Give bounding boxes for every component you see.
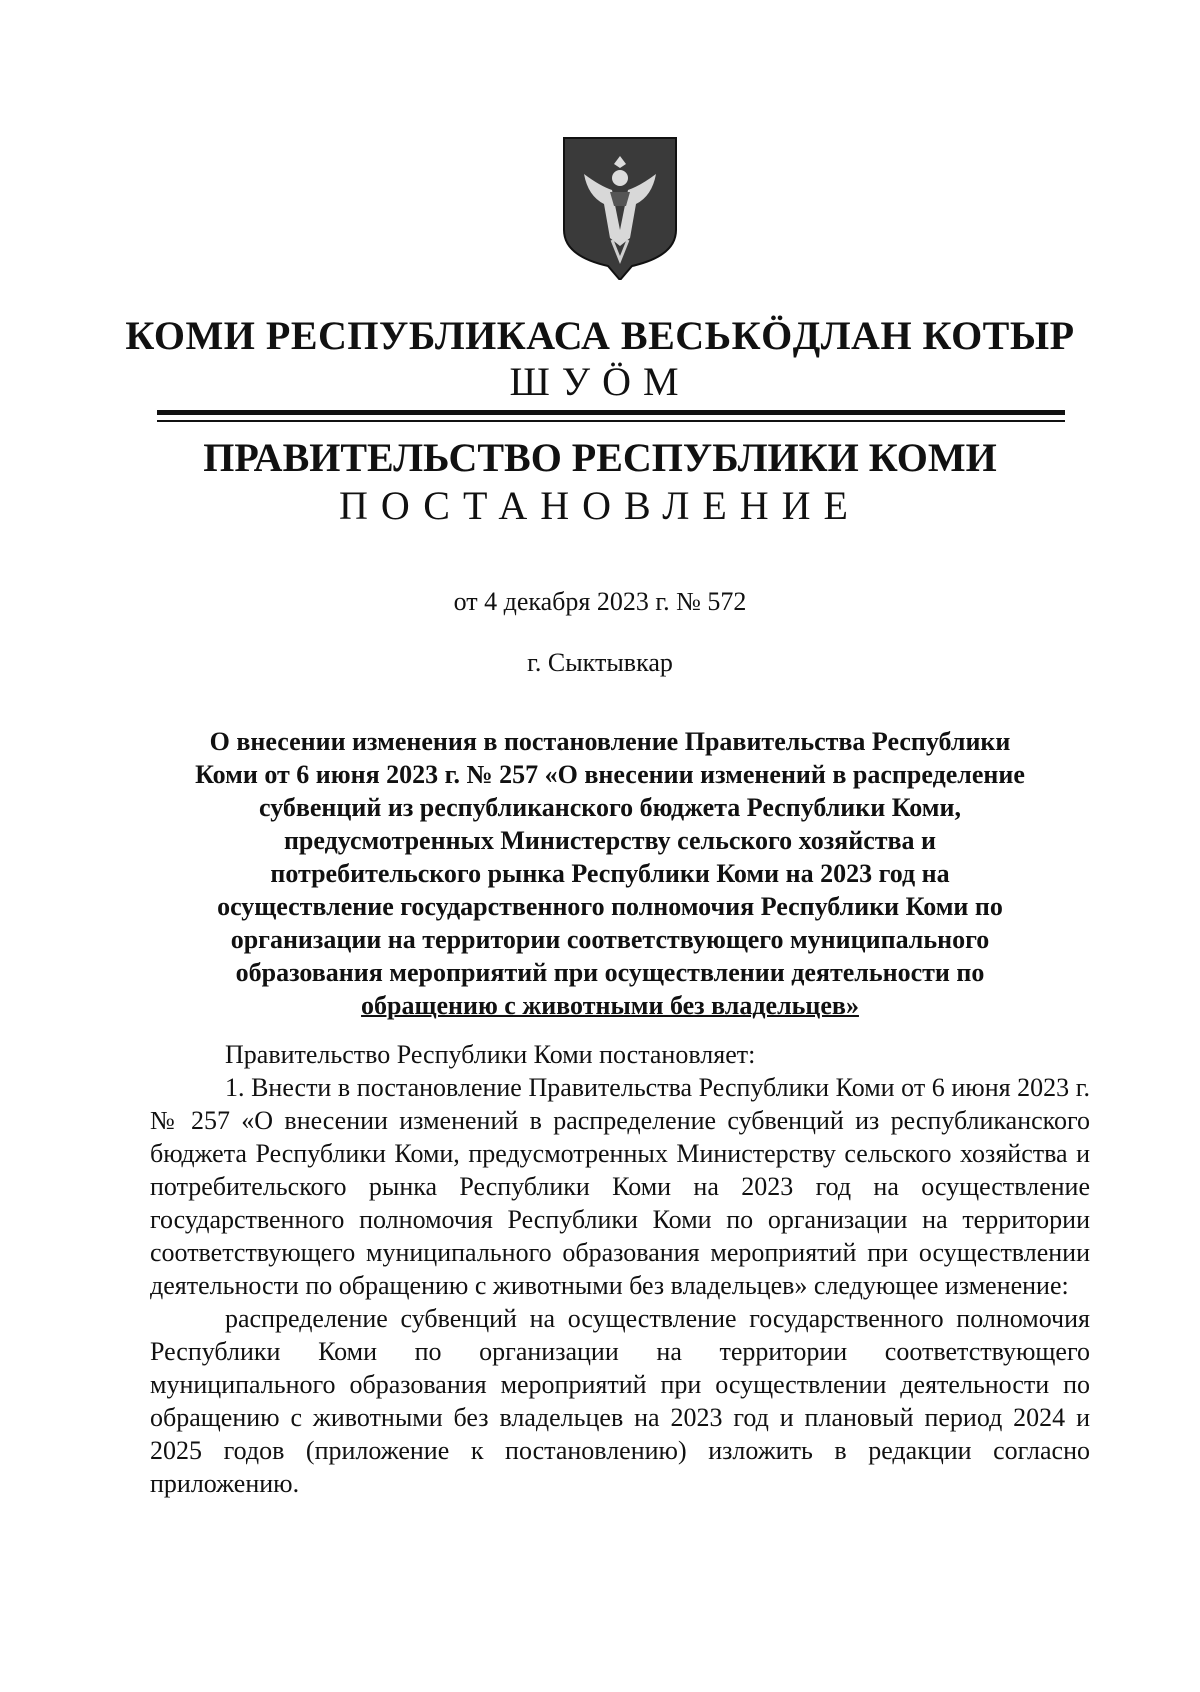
document-body	[150, 1038, 1090, 1500]
coat-of-arms-icon	[560, 134, 680, 280]
document-title-underlined: обращению с животными без владельцев»	[361, 991, 859, 1020]
document-date-number: от 4 декабря 2023 г. № 572	[453, 587, 747, 616]
komi-government-name: КОМИ РЕСПУБЛИКАСА ВЕСЬКӦДЛАН КОТЫР	[125, 313, 1075, 358]
body-item-1: 1. Внести в постановление Правительства Республики Коми от 6 июня 2023 г. № 257 «О внесении изменений в распределение субвенций из республиканского бюджета Республики Коми, предусмотренных Министерству сельского хозяйства и потребительского рынка Республики Коми на 2023 год на осуществление государственного полномочия Республики Коми по организации на территории соответствующего муниципального образования мероприятий при осуществлении деятельности по обращению с животными без владельцев» следующее изменение:	[150, 1073, 1090, 1300]
header-divider-thin	[157, 420, 1065, 422]
komi-document-type: ШУӦМ	[509, 359, 691, 404]
header-divider-thick	[157, 410, 1065, 415]
body-item-1-change: распределение субвенций на осуществление государственного полномочия Республики Коми по организации на территории соответствующего муниципального образования мероприятий при осуществлении деятельности по обращению с животными без владельцев на 2023 год и плановый период 2024 и 2025 годов (приложение к постановлению) изложить в редакции согласно приложению.	[150, 1304, 1090, 1498]
government-name: ПРАВИТЕЛЬСТВО РЕСПУБЛИКИ КОМИ	[203, 435, 997, 480]
body-preamble: Правительство Республики Коми постановляет:	[225, 1040, 756, 1069]
document-title-text: О внесении изменения в постановление Правительства Республики Коми от 6 июня 2023 г. № 257 «О внесении изменений в распределение субвенций из республиканского бюджета Республики Коми, предусмотренных Министерству сельского хозяйства и потребительского рынка Республики Коми на 2023 год на осуществление государственного полномочия Республики Коми по организации на территории соответствующего муниципального образования мероприятий при осуществлении деятельности по	[195, 727, 1025, 987]
document-type: ПОСТАНОВЛЕНИЕ	[339, 483, 861, 528]
document-title	[180, 725, 1040, 1022]
document-city: г. Сыктывкар	[527, 648, 673, 677]
